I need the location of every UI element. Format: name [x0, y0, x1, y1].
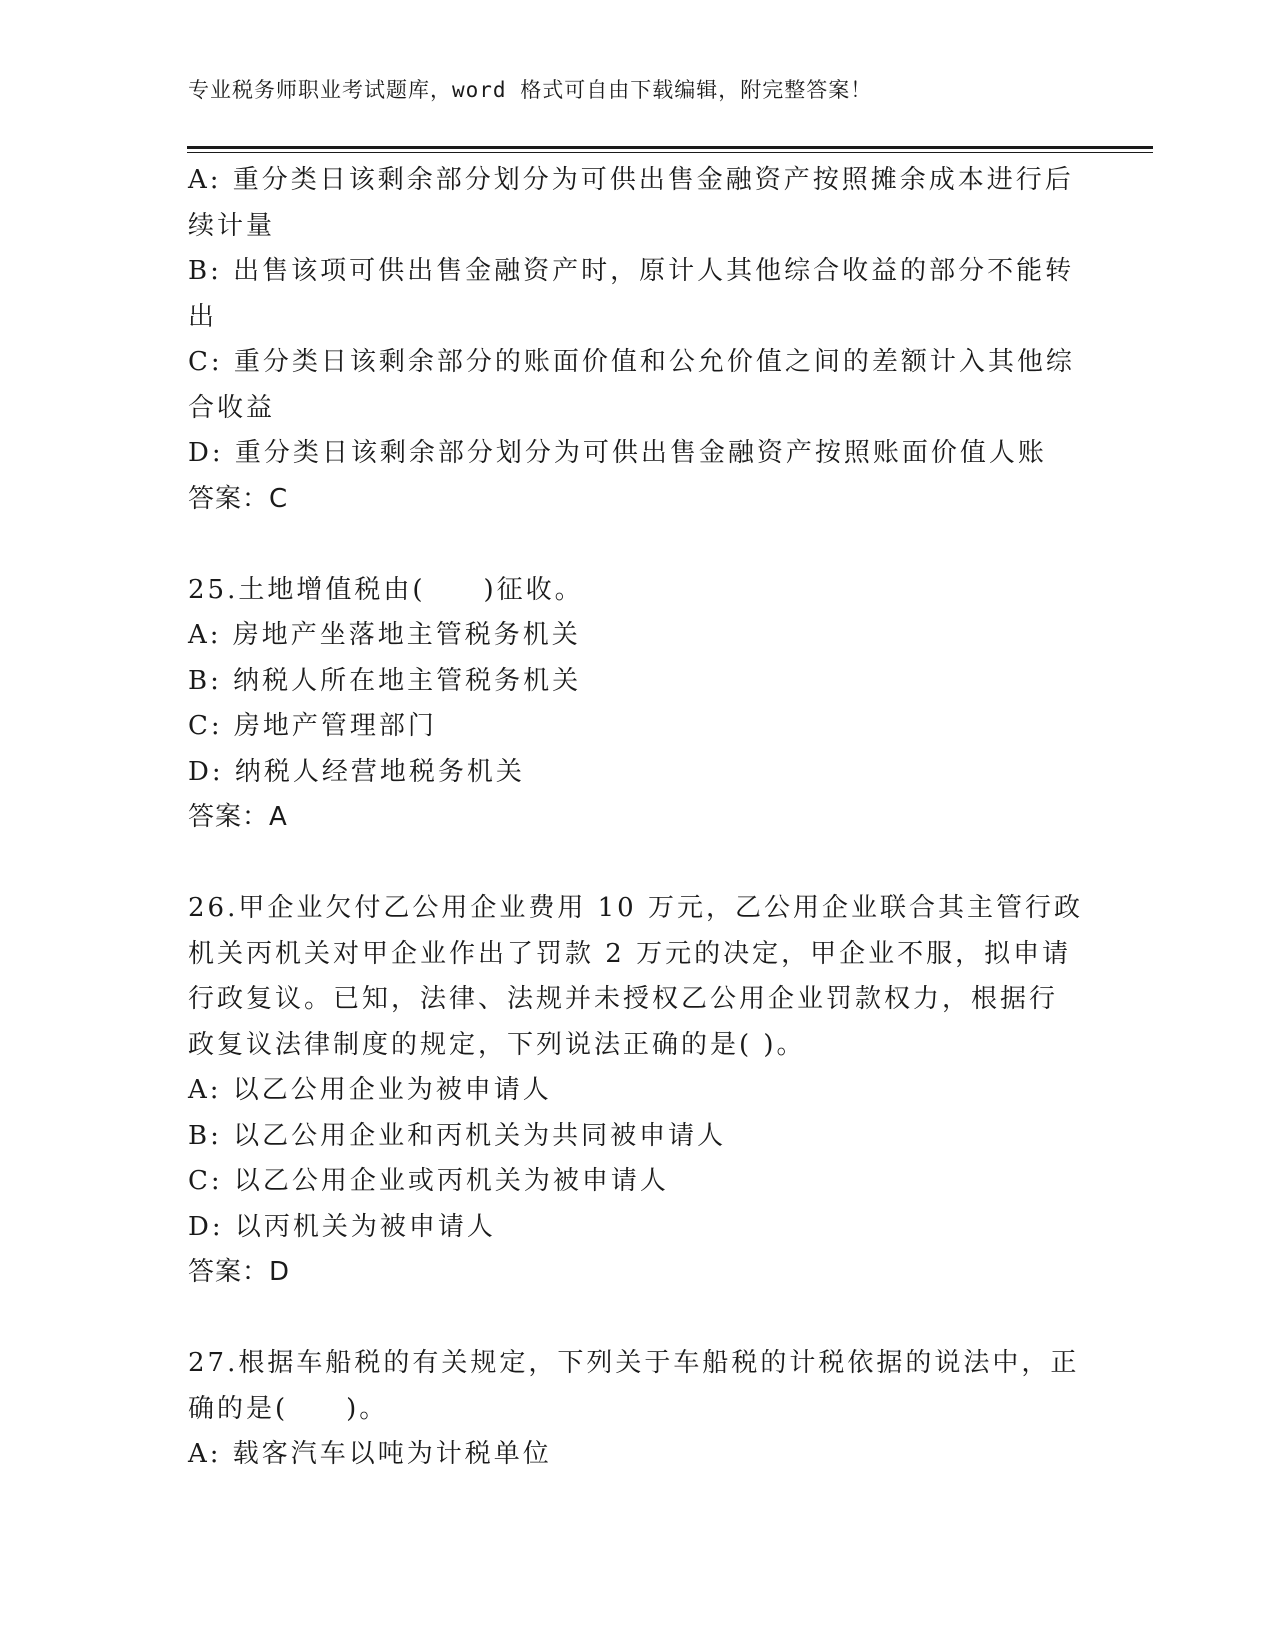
- option-c: C: 房地产管理部门: [188, 711, 437, 741]
- question-stem-line: 行政复议。已知，法律、法规并未授权乙公用企业罚款权力，根据行: [188, 984, 1059, 1014]
- option-a: A: 房地产坐落地主管税务机关: [188, 620, 581, 650]
- option-a: A: 载客汽车以吨为计税单位: [188, 1439, 552, 1469]
- spacer: [188, 841, 1088, 887]
- spacer: [188, 1296, 1088, 1342]
- option-a: A: 重分类日该剩余部分划分为可供出售金融资产按照摊余成本进行后: [188, 165, 1074, 195]
- option-b: B: 以乙公用企业和丙机关为共同被申请人: [188, 1120, 727, 1151]
- answer: 答案：D: [188, 1257, 291, 1287]
- question-stem-line: 机关丙机关对甲企业作出了罚款 2 万元的决定，甲企业不服，拟申请: [188, 938, 1072, 969]
- option-c: C: 重分类日该剩余部分的账面价值和公允价值之间的差额计入其他综: [188, 347, 1075, 377]
- question-27: [188, 1341, 1088, 1478]
- option-d: D: 以丙机关为被申请人: [188, 1211, 496, 1242]
- option-a: A: 以乙公用企业为被申请人: [188, 1075, 552, 1105]
- question-stem-line: 政复议法律制度的规定，下列说法正确的是( )。: [188, 1029, 806, 1060]
- option-d: D: 重分类日该剩余部分划分为可供出售金融资产按照账面价值人账: [188, 438, 1047, 468]
- header-rule-thin: [187, 152, 1153, 153]
- option-b-continued: 出: [188, 301, 218, 332]
- option-d: D: 纳税人经营地税务机关: [188, 756, 525, 787]
- answer: 答案：C: [188, 483, 289, 514]
- question-26: [188, 886, 1088, 1296]
- option-c-continued: 合收益: [188, 392, 276, 423]
- spacer: [188, 522, 1088, 568]
- option-b: B: 出售该项可供出售金融资产时，原计人其他综合收益的部分不能转: [188, 256, 1075, 286]
- question-stem: 25.土地增值税由( )征收。: [188, 574, 584, 605]
- question-stem: 27.根据车船税的有关规定，下列关于车船税的计税依据的说法中，正: [188, 1348, 1080, 1378]
- question-24: [188, 158, 1088, 522]
- question-25: [188, 568, 1088, 841]
- question-content: [188, 158, 1088, 1478]
- option-c: C: 以乙公用企业或丙机关为被申请人: [188, 1166, 669, 1196]
- answer: 答案：A: [188, 802, 288, 832]
- option-b: B: 纳税人所在地主管税务机关: [188, 665, 582, 696]
- question-stem: 26.甲企业欠付乙公用企业费用 10 万元，乙公用企业联合其主管行政: [188, 893, 1083, 923]
- option-a-continued: 续计量: [188, 210, 276, 241]
- question-stem-line: 确的是( )。: [188, 1393, 389, 1424]
- header-rule-thick: [187, 146, 1153, 149]
- document-header: 专业税务师职业考试题库，word 格式可自由下载编辑，附完整答案！: [188, 78, 873, 102]
